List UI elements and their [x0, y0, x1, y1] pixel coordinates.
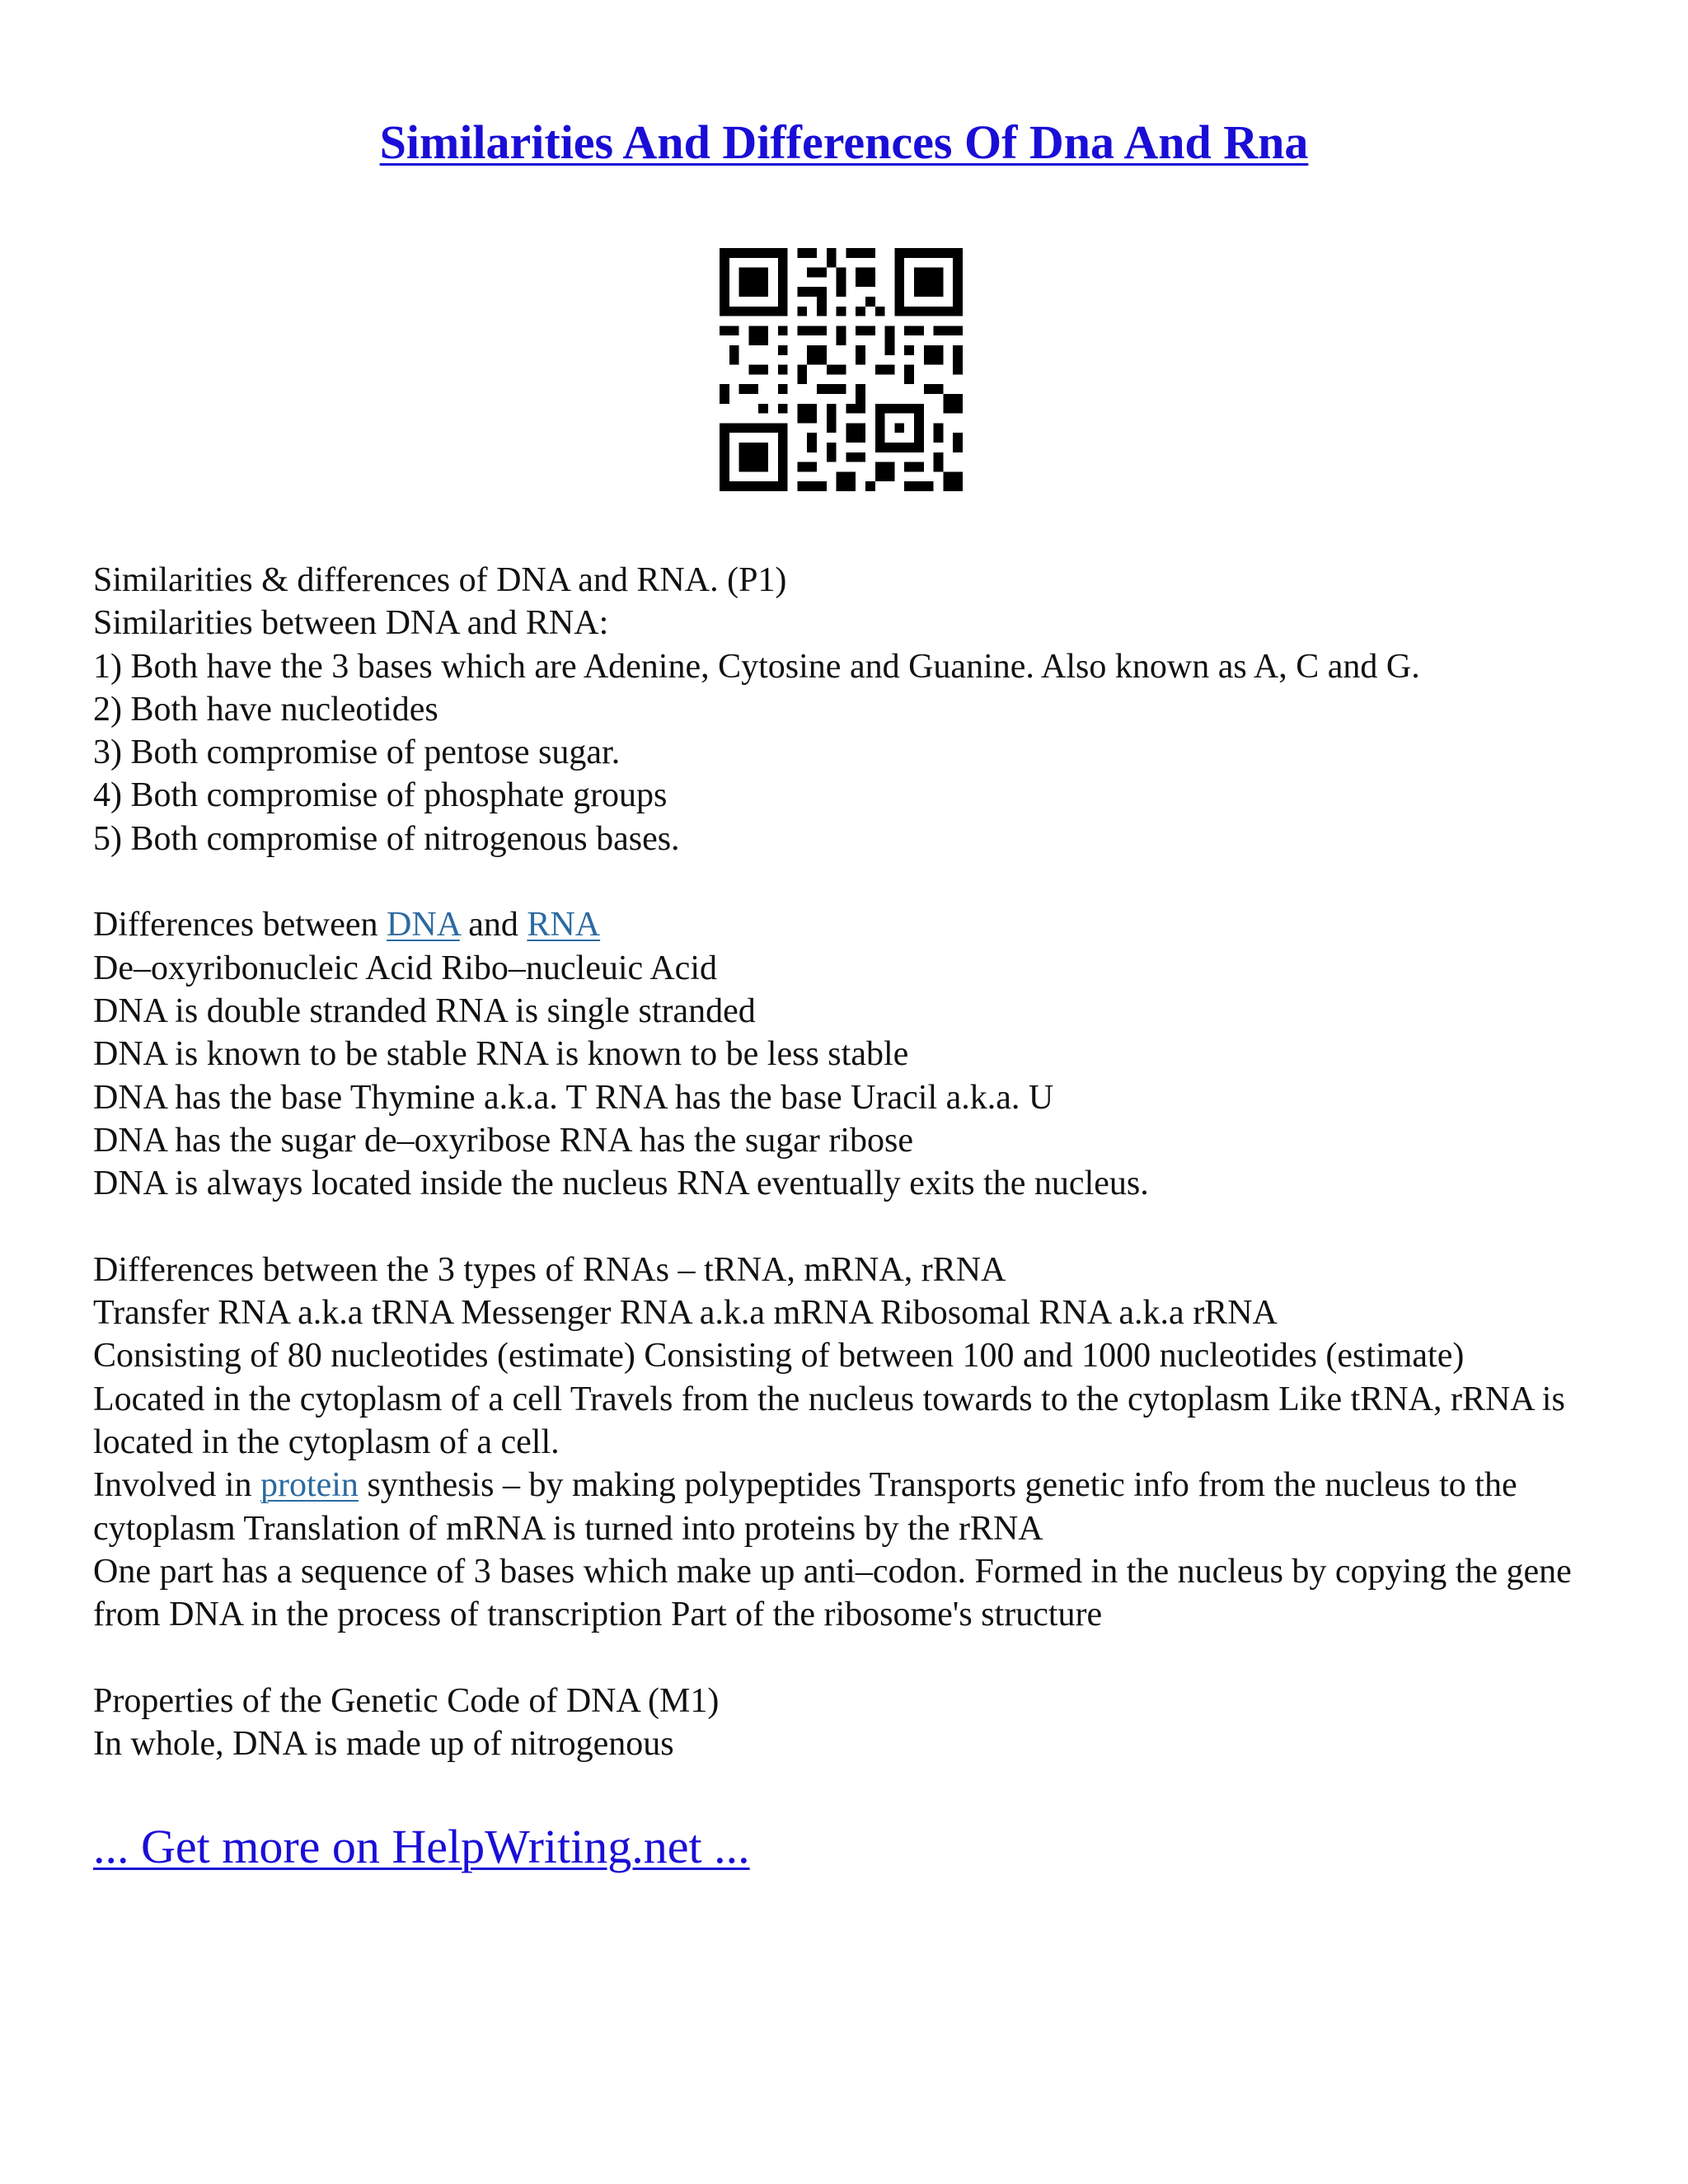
genetic-code-text: In whole, DNA is made up of nitrogenous: [93, 1725, 674, 1764]
rna-types-line4-prefix: Involved in: [93, 1466, 260, 1505]
section-heading-differences: [93, 903, 1601, 946]
difference-row: DNA is known to be stable RNA is known to be less stable: [93, 1035, 909, 1074]
section-heading-similarities: Similarities & differences of DNA and RNA. (P1): [93, 561, 787, 599]
difference-row: DNA is double stranded RNA is single stranded: [93, 991, 756, 1030]
similarity-item: 2) Both have nucleotides: [93, 690, 438, 729]
page-title: [0, 114, 1688, 171]
similarities-subheading: Similarities between DNA and RNA:: [93, 604, 609, 643]
difference-row: DNA has the sugar de–oxyribose RNA has the sugar ribose: [93, 1121, 913, 1160]
rna-types-line: Consisting of 80 nucleotides (estimate) Consisting of between 100 and 1000 nucleotides (estimate): [93, 1337, 1465, 1376]
similarity-item: 3) Both compromise of pentose sugar.: [93, 733, 621, 772]
differences-heading-prefix: Differences between: [93, 906, 387, 944]
rna-types-line: Transfer RNA a.k.a tRNA Messenger RNA a.k.a mRNA Ribosomal RNA a.k.a rRNA: [93, 1294, 1278, 1333]
paragraph-gap: [93, 1636, 1601, 1679]
similarities-section: [93, 559, 1601, 860]
rna-link[interactable]: RNA: [527, 906, 601, 944]
get-more-line: [93, 1818, 750, 1876]
title-link[interactable]: Similarities And Differences Of Dna And Rna: [379, 115, 1309, 169]
rna-types-section: [93, 1249, 1601, 1637]
difference-row: DNA is always located inside the nucleus RNA eventually exits the nucleus.: [93, 1165, 1149, 1203]
paragraph-gap: [93, 1205, 1601, 1248]
difference-row: DNA has the base Thymine a.k.a. T RNA has the base Uracil a.k.a. U: [93, 1078, 1054, 1117]
dna-link[interactable]: DNA: [387, 906, 460, 944]
rna-types-line: [93, 1464, 1601, 1550]
section-heading-rna-types: Differences between the 3 types of RNAs – tRNA, mRNA, rRNA: [93, 1250, 1006, 1289]
paragraph-gap: [93, 860, 1601, 903]
difference-row: De–oxyribonucleic Acid Ribo–nucleuic Acid: [93, 949, 717, 987]
rna-types-line: Located in the cytoplasm of a cell Travels from the nucleus towards to the cytoplasm Like tRNA, rRNA is located in the cytoplasm of a cell.: [93, 1380, 1565, 1461]
similarity-item: 4) Both compromise of phosphate groups: [93, 776, 668, 815]
similarity-item: 5) Both compromise of nitrogenous bases.: [93, 819, 680, 858]
similarity-item: 1) Both have the 3 bases which are Adenine, Cytosine and Guanine. Also known as A, C and G.: [93, 647, 1420, 686]
section-heading-genetic-code: Properties of the Genetic Code of DNA (M1): [93, 1681, 720, 1720]
document-body: [93, 559, 1601, 1765]
genetic-code-section: [93, 1680, 1601, 1766]
differences-section: [93, 903, 1601, 1205]
rna-types-line4-suffix: synthesis – by making polypeptides Transports genetic info from the nucleus to the cytoplasm Translation of mRNA is turned into proteins by the rRNA: [93, 1466, 1517, 1548]
protein-link[interactable]: protein: [260, 1466, 359, 1505]
rna-types-line: One part has a sequence of 3 bases which make up anti–codon. Formed in the nucleus by copying the gene from DNA in the process of transcription Part of the ribosome's structure: [93, 1552, 1572, 1634]
qr-code-icon: [720, 248, 963, 491]
get-more-link[interactable]: ... Get more on HelpWriting.net ...: [93, 1820, 750, 1873]
differences-heading-and: and: [459, 906, 528, 944]
